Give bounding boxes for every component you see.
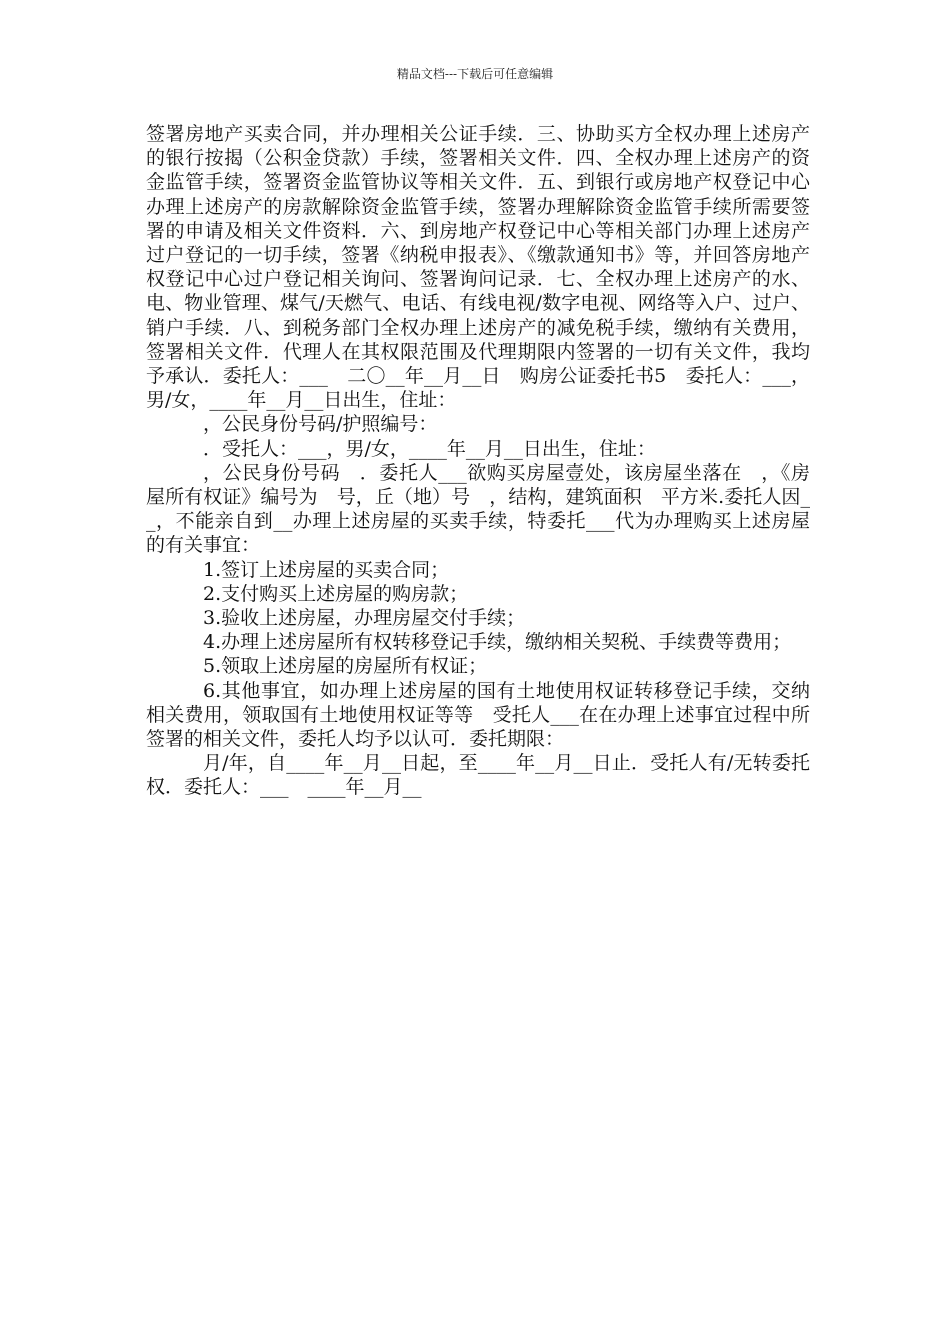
paragraph-2: ，公民身份号码/护照编号： <box>203 413 438 436</box>
paragraph-1: 签署房地产买卖合同，并办理相关公证手续．三、协助买方全权办理上述房产的银行按揭（公积金贷款）手续，签署相关文件．四、全权办理上述房产的资金监管手续，签署资金监管协议等相关文件．五、到银行或房地产权登记中心办理上述房产的房款解除资金监管手续，签署办理解除资金监管手续所需要签署的申请及相关文件资料．六、到房地产权登记中心等相关部门办理上述房产过户登记的一切手续，签署《纳税申报表》、《缴款通知书》等，并回答房地产权登记中心过户登记相关询问、签署询问记录．七、全权办理上述房产的水、电、物业管理、煤气/天燃气、电话、有线电视/数字电视、网络等入户、过户、销户手续．八、到税务部门全权办理上述房产的减免税手续，缴纳有关费用，签署相关文件．代理人在其权限范围及代理期限内签署的一切有关文件，我均予承认．委托人：___ 二〇__年__月__日 购房公证委托书5 委托人：___，男/女，____年__月__日出生，住址： <box>146 123 810 412</box>
paragraph-4: ，公民身份号码 ．委托人___欲购买房屋壹处，该房屋坐落在 ，《房屋所有权证》编号为 号，丘（地）号 ，结构，建筑面积 平方米.委托人因__，不能亲自到__办理上述房屋的买卖手续，特委托___代为办理购买上述房屋的有关事宜： <box>146 461 810 557</box>
list-item-1: 1.签订上述房屋的买卖合同； <box>203 558 450 581</box>
paragraph-term: 月/年，自____年__月__日起，至____年__月__日止．受托人有/无转委托权．委托人：___ ____年__月__ <box>146 752 810 799</box>
list-item-2: 2.支付购买上述房屋的购房款； <box>203 582 469 605</box>
document-body <box>146 122 810 800</box>
list-item-5: 5.领取上述房屋的房屋所有权证； <box>203 655 488 678</box>
page-header: 精品文档---下载后可任意编辑 <box>396 67 554 81</box>
list-item-6: 6.其他事宜，如办理上述房屋的国有土地使用权证转移登记手续，交纳相关费用，领取国有土地使用权证等等 受托人___在在办理上述事宜过程中所签署的相关文件，委托人均予以认可．委托期限： <box>146 679 810 751</box>
paragraph-3: ．受托人：___，男/女，____年__月__日出生，住址： <box>203 437 656 460</box>
list-item-4: 4.办理上述房屋所有权转移登记手续，缴纳相关契税、手续费等费用； <box>203 631 792 654</box>
list-item-3: 3.验收上述房屋，办理房屋交付手续； <box>203 607 526 630</box>
